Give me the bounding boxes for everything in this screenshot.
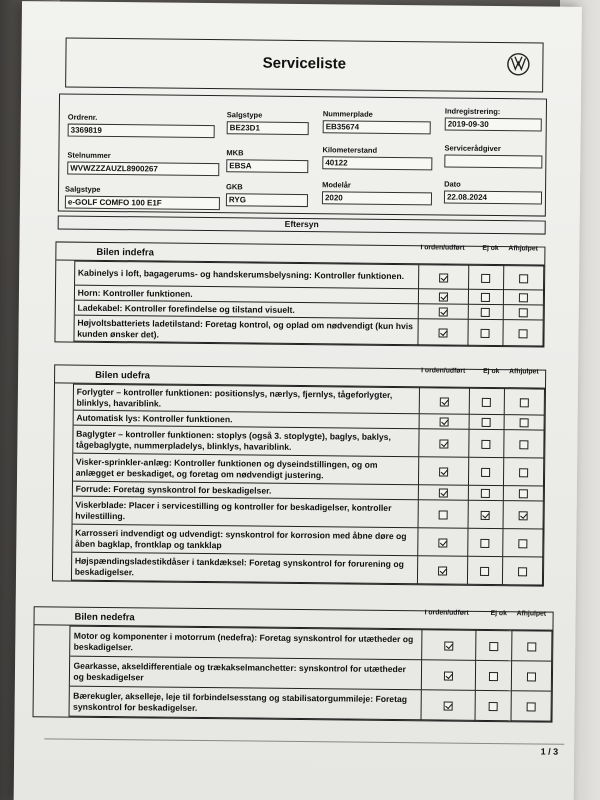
row-margin — [53, 552, 71, 580]
checkbox-cell-ej-ok — [468, 304, 503, 319]
checklist-table — [34, 625, 553, 721]
checkbox-ej-ok-unchecked[interactable] — [481, 274, 490, 283]
page-title: Serviceliste — [262, 54, 347, 73]
ordrenr-value: 3369819 — [68, 124, 215, 139]
dato-label: Dato — [444, 179, 461, 189]
checklist-item-text: Forrude: Foretag synskontrol for beskadigelser. — [72, 481, 418, 500]
col-header-ok: I orden/udført — [424, 609, 469, 617]
checkbox-cell-ej-ok — [468, 556, 503, 584]
checkbox-afhjulpet-unchecked[interactable] — [518, 308, 527, 317]
checkbox-cell-ok — [417, 556, 468, 585]
checkbox-ok-checked[interactable] — [438, 328, 447, 337]
row-margin — [34, 656, 70, 686]
checkbox-ok-unchecked[interactable] — [438, 510, 447, 519]
eftersyn-heading: Eftersyn — [58, 215, 546, 234]
kilometerstand-field — [322, 145, 432, 170]
checkbox-ok-checked[interactable] — [439, 308, 448, 317]
checkbox-ej-ok-unchecked[interactable] — [489, 672, 498, 681]
col-header-afhjulpet: Afhjulpet — [509, 368, 539, 376]
row-margin — [55, 315, 73, 341]
checkbox-cell-ej-ok — [469, 429, 504, 457]
checkbox-cell-ok — [418, 457, 469, 486]
footer-divider — [44, 738, 564, 744]
checklist-row — [55, 315, 543, 346]
col-header-ej-ok: Ej ok — [483, 367, 500, 376]
servicegiver-value — [444, 154, 542, 168]
section-bilen-indefra — [54, 241, 545, 347]
checklist-table — [55, 260, 544, 346]
modelaar-label: Modelår — [322, 180, 351, 190]
checkbox-ok-checked[interactable] — [439, 273, 448, 282]
vw-logo-icon — [506, 52, 530, 76]
checkbox-afhjulpet-unchecked[interactable] — [518, 567, 527, 576]
checkbox-ej-ok-unchecked[interactable] — [481, 329, 490, 338]
checkbox-ej-ok-unchecked[interactable] — [481, 489, 490, 498]
modelaar-value: 2020 — [322, 191, 432, 205]
checkbox-ej-ok-unchecked[interactable] — [482, 440, 491, 449]
indregistrering-field — [445, 107, 542, 132]
checklist-item-text: Kabinelys i loft, bagagerums- og handskerumsbelysning: Kontroller funktionen. — [74, 261, 418, 289]
checkbox-ej-ok-checked[interactable] — [481, 511, 490, 520]
mkb-label: MKB — [226, 148, 244, 158]
checkbox-afhjulpet-unchecked[interactable] — [527, 702, 536, 711]
section-bilen-udefra — [52, 364, 546, 586]
checkbox-cell-ok — [417, 528, 468, 557]
checklist-item-text: Horn: Kontroller funktionen. — [74, 285, 418, 304]
kilometerstand-value: 40122 — [322, 156, 432, 170]
checkbox-ok-checked[interactable] — [439, 293, 448, 302]
checkbox-cell-afhjulpet — [503, 290, 544, 305]
checklist-item-text: Automatisk lys: Kontroller funktionen. — [73, 410, 419, 429]
stelnummer-value: WVWZZZAUZL8900267 — [67, 162, 219, 177]
nummerplade-field — [323, 109, 431, 134]
checkbox-cell-afhjulpet — [504, 415, 545, 430]
checklist-item-text: Ladekabel: Kontroller forefindelse og tilstand visuelt. — [74, 300, 418, 319]
checkbox-afhjulpet-unchecked[interactable] — [519, 440, 528, 449]
checkbox-afhjulpet-checked[interactable] — [518, 511, 527, 520]
checkbox-cell-ok — [421, 690, 475, 721]
row-margin — [56, 261, 74, 285]
mkb-value: EBSA — [226, 159, 308, 173]
salgstype2-value: e-GOLF COMFO 100 E1F — [65, 196, 220, 211]
stelnummer-field — [67, 151, 219, 177]
checkbox-cell-ej-ok — [468, 500, 503, 528]
checkbox-afhjulpet-unchecked[interactable] — [519, 468, 528, 477]
checkbox-cell-ok — [422, 630, 476, 661]
ordrenr-field — [68, 113, 215, 139]
checkbox-cell-afhjulpet — [502, 320, 543, 346]
col-header-ok: I orden/udført — [420, 244, 465, 252]
checkbox-cell-ok — [418, 265, 469, 290]
row-margin — [34, 686, 70, 716]
checklist-item-text: Højspændingsladestikdåser i tankdæksel: Foretag synskontrol for forurening og beskadigelser. — [71, 552, 417, 584]
salgstype-value: BE23D1 — [227, 121, 309, 135]
checkbox-afhjulpet-unchecked[interactable] — [518, 539, 527, 548]
checklist-item-text: Visker-sprinkler-anlæg: Kontroller funktionen og dyseindstillingen, og om anlægget er beskadiget, og foretag om nødvendigt justering. — [72, 453, 418, 485]
checkbox-afhjulpet-unchecked[interactable] — [519, 293, 528, 302]
nummerplade-label: Nummerplade — [322, 109, 373, 119]
checklist-item-text: Forlygter – kontroller funktionen: positionslys, nærlys, fjernlys, tågeforlygter, blinklys, havariblink. — [73, 384, 419, 414]
checkbox-cell-ej-ok — [475, 690, 511, 720]
row-margin — [56, 300, 74, 315]
checkbox-cell-afhjulpet — [503, 458, 544, 486]
checklist-item-text: Karrosseri indvendigt og udvendigt: synskontrol for korrosion med åbne døre og åben bagklap, frontklap og tankklap — [71, 524, 417, 556]
row-margin — [56, 285, 74, 300]
row-margin — [54, 481, 72, 496]
checkbox-ok-checked[interactable] — [439, 439, 448, 448]
checkbox-ej-ok-unchecked[interactable] — [482, 398, 491, 407]
checkbox-cell-afhjulpet — [503, 501, 544, 529]
checkbox-ok-checked[interactable] — [439, 489, 448, 498]
checkbox-ok-checked[interactable] — [438, 538, 447, 547]
checkbox-ej-ok-unchecked[interactable] — [481, 539, 490, 548]
row-margin — [53, 524, 71, 552]
checkbox-ok-checked[interactable] — [439, 418, 448, 427]
checkbox-ok-checked[interactable] — [439, 467, 448, 476]
checkbox-ej-ok-unchecked[interactable] — [481, 308, 490, 317]
row-margin — [55, 384, 73, 410]
checkbox-afhjulpet-unchecked[interactable] — [527, 672, 536, 681]
indregistrering-value: 2019-09-30 — [445, 118, 542, 132]
checklist-row — [53, 552, 543, 585]
checkbox-ok-checked[interactable] — [440, 397, 449, 406]
checkbox-afhjulpet-unchecked[interactable] — [520, 398, 529, 407]
section-bilen-nedefra — [33, 606, 554, 722]
checkbox-ej-ok-unchecked[interactable] — [481, 468, 490, 477]
row-margin — [54, 425, 72, 453]
checkbox-cell-ok — [418, 485, 469, 501]
checkbox-cell-ej-ok — [469, 289, 504, 304]
checklist-item-text: Baglygter – kontroller funktionen: stoplys (også 3. stoplygte), baglys, baklys, tågebaglygte, nummerpladelys, blinklys, havariblink. — [72, 425, 418, 457]
checkbox-cell-ej-ok — [475, 660, 511, 690]
checkbox-ej-ok-unchecked[interactable] — [489, 702, 498, 711]
checklist-item-text: Bærekugler, akselleje, leje til forbindelsesstang og stabilisatorgummileje: Foretag synskontrol for beskadigelser. — [69, 686, 421, 720]
checkbox-cell-ej-ok — [468, 485, 503, 500]
nummerplade-value: EB35674 — [323, 120, 431, 134]
checkbox-ok-checked[interactable] — [444, 701, 453, 710]
checkbox-cell-ok — [418, 429, 469, 458]
gkb-label: GKB — [226, 182, 243, 192]
salgstype2-field — [65, 185, 220, 211]
checkbox-cell-afhjulpet — [503, 430, 544, 458]
col-header-afhjulpet: Afhjulpet — [508, 245, 538, 253]
vehicle-info-box — [58, 93, 547, 216]
servicegiver-label: Servicerådgiver — [444, 143, 501, 154]
checkbox-cell-ej-ok — [468, 319, 503, 345]
row-margin — [34, 626, 70, 656]
checkbox-cell-ej-ok — [468, 528, 503, 556]
checkbox-cell-ej-ok — [469, 265, 504, 289]
dato-field — [444, 179, 542, 204]
checkbox-afhjulpet-unchecked[interactable] — [527, 642, 536, 651]
checkbox-cell-afhjulpet — [502, 557, 543, 585]
section-title: Bilen indefra — [96, 246, 154, 259]
checkbox-cell-ok — [419, 414, 470, 430]
row-margin — [54, 496, 72, 524]
checkbox-cell-ok — [418, 319, 469, 346]
checkbox-afhjulpet-unchecked[interactable] — [519, 274, 528, 283]
col-header-ej-ok: Ej ok — [490, 610, 507, 618]
checkbox-cell-ej-ok — [476, 630, 512, 660]
checklist-item-text: Gearkasse, akseldifferentiale og trækakselmanchetter: synskontrol for utætheder og beskadigelser — [70, 656, 422, 690]
checkbox-afhjulpet-unchecked[interactable] — [519, 418, 528, 427]
col-header-ok: I orden/udført — [421, 367, 466, 375]
checkbox-cell-afhjulpet — [511, 661, 551, 691]
checkbox-cell-afhjulpet — [503, 305, 544, 320]
ordrenr-label: Ordrenr. — [67, 112, 98, 122]
checkbox-ok-checked[interactable] — [438, 566, 447, 575]
checkbox-cell-ok — [418, 304, 469, 320]
col-header-afhjulpet: Afhjulpet — [516, 610, 547, 618]
checklist-item-text: Motor og komponenter i motorrum (nedefra): Foretag synskontrol for utætheder og beskadigelser. — [70, 626, 422, 660]
checkbox-cell-afhjulpet — [511, 691, 551, 721]
checkbox-ej-ok-unchecked[interactable] — [489, 642, 498, 651]
checkbox-cell-ok — [421, 660, 475, 691]
checkbox-ok-checked[interactable] — [444, 671, 453, 680]
checkbox-cell-afhjulpet — [502, 529, 543, 557]
dato-value: 22.08.2024 — [444, 190, 542, 204]
col-header-ej-ok: Ej ok — [482, 244, 499, 253]
row-margin — [55, 410, 73, 425]
checkbox-cell-ej-ok — [469, 457, 504, 485]
checkbox-cell-ej-ok — [469, 414, 504, 429]
checklist-item-text: Højvoltsbatteriets ladetilstand: Foretag kontrol, og oplad om nødvendigt (kun hvis kunden ønsker det). — [74, 315, 418, 345]
title-box — [65, 38, 543, 93]
checkbox-cell-ok — [418, 289, 469, 305]
row-margin — [54, 453, 72, 481]
checklist-item-text: Viskerblade: Placer i servicestilling og kontroller for beskadigelser, kontroller hvilestilling. — [72, 496, 418, 528]
salgstype-label: Salgstype — [226, 110, 263, 120]
gkb-field — [226, 182, 308, 207]
section-title: Bilen nedefra — [74, 611, 135, 624]
service-sheet — [14, 1, 582, 800]
checkbox-cell-afhjulpet — [512, 631, 552, 661]
checkbox-ej-ok-unchecked[interactable] — [480, 567, 489, 576]
checkbox-cell-afhjulpet — [503, 486, 544, 501]
checkbox-cell-ok — [418, 500, 469, 529]
gkb-value: RYG — [226, 193, 308, 207]
checkbox-cell-ej-ok — [469, 388, 504, 414]
checkbox-cell-ok — [419, 388, 470, 415]
checkbox-afhjulpet-unchecked[interactable] — [518, 329, 527, 338]
checkbox-cell-afhjulpet — [504, 389, 545, 415]
salgstype2-label: Salgstype — [65, 184, 101, 194]
section-title: Bilen udefra — [95, 369, 151, 382]
kilometerstand-label: Kilometerstand — [322, 145, 378, 155]
checkbox-ok-checked[interactable] — [444, 641, 453, 650]
checkbox-ej-ok-unchecked[interactable] — [482, 418, 491, 427]
page-number: 1 / 3 — [540, 746, 559, 757]
salgstype-field — [227, 110, 309, 135]
checklist-table — [53, 383, 545, 585]
servicegiver-field — [444, 144, 542, 169]
indregistrering-label: Indregistrering: — [444, 106, 501, 117]
checkbox-ej-ok-unchecked[interactable] — [481, 293, 490, 302]
checkbox-cell-afhjulpet — [503, 266, 544, 290]
checklist-row — [34, 686, 552, 721]
modelaar-field — [322, 180, 432, 205]
checkbox-afhjulpet-unchecked[interactable] — [519, 489, 528, 498]
stelnummer-label: Stelnummer — [67, 150, 111, 161]
mkb-field — [226, 148, 308, 173]
